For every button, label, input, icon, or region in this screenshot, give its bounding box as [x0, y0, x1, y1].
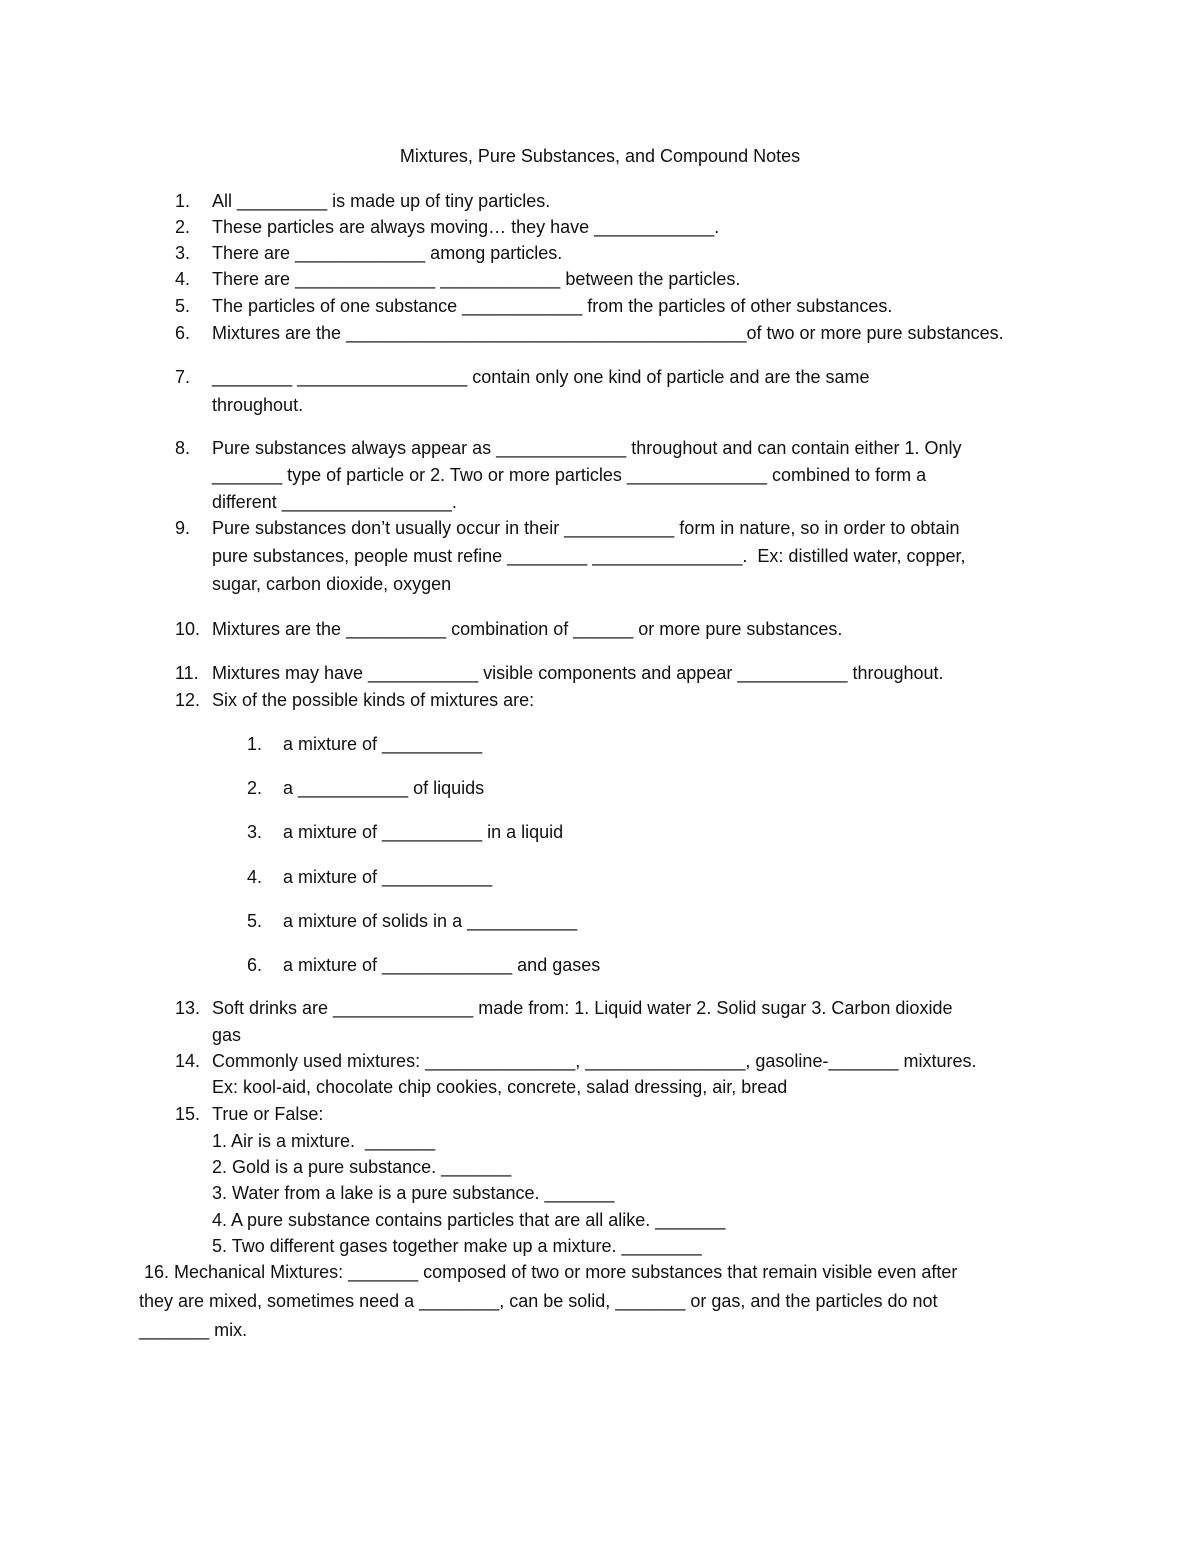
item-13-number: 13.	[175, 998, 201, 1018]
sub-item-5-text: a mixture of solids in a ___________	[283, 911, 578, 931]
item-6-text: Mixtures are the ________________________________________of two or more pure substances.	[212, 323, 1004, 343]
item-1-number: 1.	[175, 191, 191, 211]
item-9-text-line-1: Pure substances don’t usually occur in their ___________ form in nature, so in order to obtain	[212, 518, 960, 538]
item-4-number: 4.	[175, 269, 191, 289]
item-14-text-line-2: Ex: kool-aid, chocolate chip cookies, concrete, salad dressing, air, bread	[212, 1077, 788, 1097]
item-10-text: Mixtures are the __________ combination of ______ or more pure substances.	[212, 619, 843, 639]
item-4-text: There are ______________ ____________ between the particles.	[212, 269, 741, 289]
item-1-text: All _________ is made up of tiny particles.	[212, 191, 551, 211]
sub-item-2-text: a ___________ of liquids	[283, 778, 485, 798]
item-8-number: 8.	[175, 438, 191, 458]
item-13-text-line-2: gas	[212, 1025, 242, 1045]
item-9-number: 9.	[175, 518, 191, 538]
sub-item-2-number: 2.	[247, 778, 263, 798]
item-3-text: There are _____________ among particles.	[212, 243, 563, 263]
item-2-number: 2.	[175, 217, 191, 237]
item-7-number: 7.	[175, 367, 191, 387]
item-14-text-line-1: Commonly used mixtures: _______________, ________________, gasoline-_______ mixtures.	[212, 1051, 977, 1071]
item-15-tf-3: 3. Water from a lake is a pure substance. _______	[212, 1183, 615, 1203]
item-12-number: 12.	[175, 690, 201, 710]
item-12-text: Six of the possible kinds of mixtures are:	[212, 690, 535, 710]
item-7-text-line-2: throughout.	[212, 395, 304, 415]
sub-item-4-number: 4.	[247, 867, 263, 887]
sub-item-1-text: a mixture of __________	[283, 734, 483, 754]
item-15-text-line-1: True or False:	[212, 1104, 324, 1124]
sub-item-3-number: 3.	[247, 822, 263, 842]
item-16-text-line-3: _______ mix.	[139, 1320, 248, 1340]
item-15-number: 15.	[175, 1104, 201, 1124]
item-8-text-line-2: _______ type of particle or 2. Two or more particles ______________ combined to form a	[212, 465, 927, 485]
item-14-number: 14.	[175, 1051, 201, 1071]
item-8-text-line-3: different _________________.	[212, 492, 457, 512]
sub-item-5-number: 5.	[247, 911, 263, 931]
item-10-number: 10.	[175, 619, 201, 639]
item-16-text-line-1: 16. Mechanical Mixtures: _______ composed of two or more substances that remain visible even after	[139, 1262, 958, 1282]
item-9-text-line-3: sugar, carbon dioxide, oxygen	[212, 574, 452, 594]
sub-item-6-text: a mixture of _____________ and gases	[283, 955, 601, 975]
item-16-text-line-2: they are mixed, sometimes need a ________, can be solid, _______ or gas, and the particles do not	[139, 1291, 938, 1311]
sub-item-1-number: 1.	[247, 734, 263, 754]
item-8-text-line-1: Pure substances always appear as _____________ throughout and can contain either 1. Only	[212, 438, 962, 458]
sub-item-4-text: a mixture of ___________	[283, 867, 493, 887]
page-title: Mixtures, Pure Substances, and Compound Notes	[399, 146, 801, 166]
item-5-text: The particles of one substance ____________ from the particles of other substances.	[212, 296, 893, 316]
item-5-number: 5.	[175, 296, 191, 316]
item-7-text-line-1: ________ _________________ contain only one kind of particle and are the same	[212, 367, 870, 387]
sub-item-3-text: a mixture of __________ in a liquid	[283, 822, 564, 842]
item-11-number: 11.	[175, 663, 199, 683]
item-15-tf-4: 4. A pure substance contains particles that are all alike. _______	[212, 1210, 726, 1230]
item-11-text: Mixtures may have ___________ visible components and appear ___________ throughout.	[212, 663, 944, 683]
item-2-text: These particles are always moving… they have ____________.	[212, 217, 720, 237]
item-15-tf-1: 1. Air is a mixture. _______	[212, 1131, 436, 1151]
item-15-tf-2: 2. Gold is a pure substance. _______	[212, 1157, 512, 1177]
item-15-tf-5: 5. Two different gases together make up a mixture. ________	[212, 1236, 702, 1256]
item-3-number: 3.	[175, 243, 191, 263]
item-9-text-line-2: pure substances, people must refine ________ _______________. Ex: distilled water, copper,	[212, 546, 966, 566]
sub-item-6-number: 6.	[247, 955, 263, 975]
item-13-text-line-1: Soft drinks are ______________ made from: 1. Liquid water 2. Solid sugar 3. Carbon dioxide	[212, 998, 953, 1018]
item-6-number: 6.	[175, 323, 191, 343]
